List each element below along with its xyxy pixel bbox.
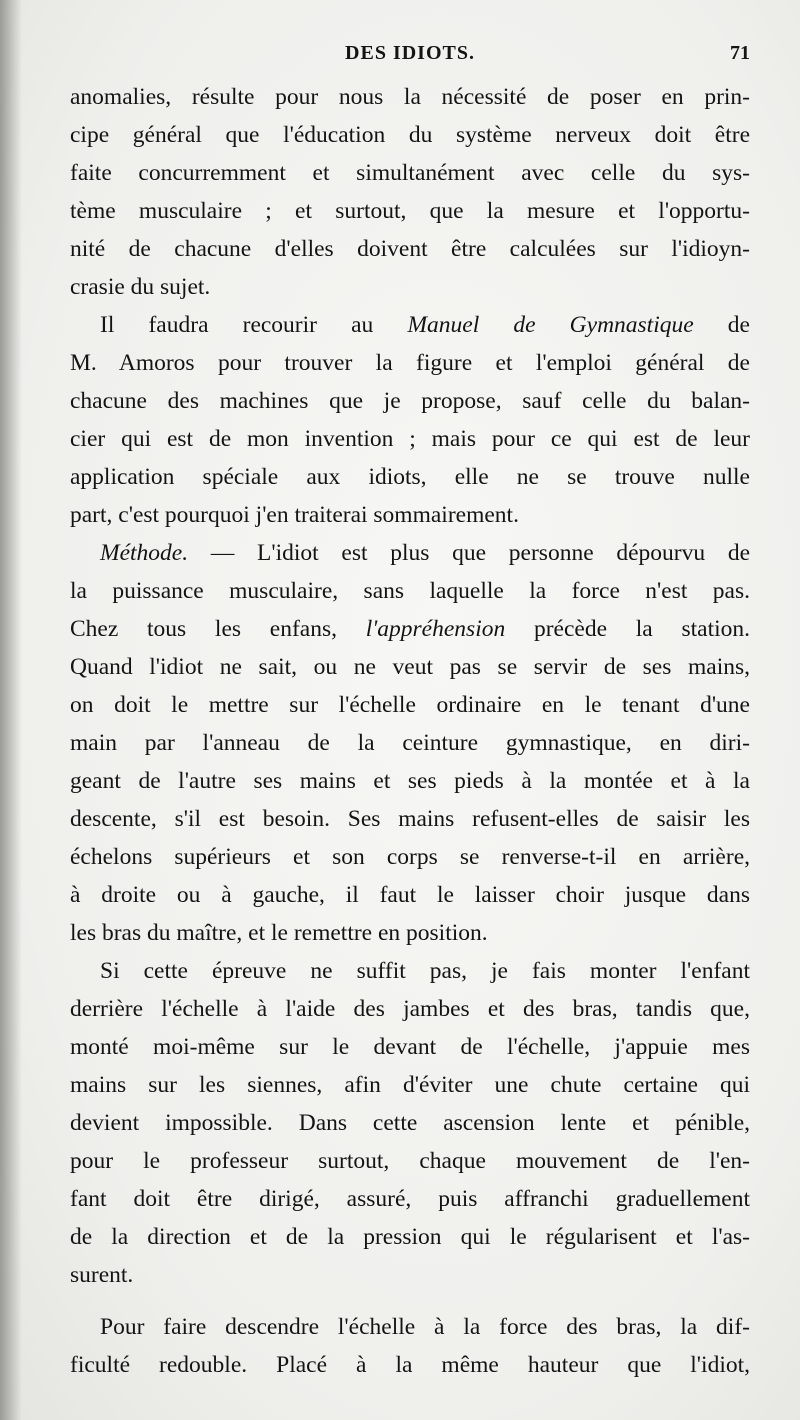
text-line: monté moi-même sur le devant de l'échelle, j'appuie mes [70,1034,750,1060]
text-line: on doit le mettre sur l'échelle ordinaire en le tenant d'une [70,692,750,718]
text-line: derrière l'échelle à l'aide des jambes et des bras, tandis que, [70,996,750,1022]
text-line [70,534,750,572]
text-line: crasie du sujet. [70,274,211,300]
text-line: à droite ou à gauche, il faut le laisser choir jusque dans [70,882,750,908]
text-line: nité de chacune d'elles doivent être calculées sur l'idioyn- [70,236,750,262]
text-line [70,610,750,648]
text-line: application spéciale aux idiots, elle ne se trouve nulle [70,464,750,490]
text-line: descente, s'il est besoin. Ses mains refusent-elles de saisir les [70,806,750,832]
paragraph-gap [70,1294,750,1308]
text-line: ficulté redouble. Placé à la même hauteur que l'idiot, [70,1352,750,1378]
text-line: mains sur les siennes, afin d'éviter une chute certaine qui [70,1072,750,1098]
text-line: main par l'anneau de la ceinture gymnastique, en diri- [70,730,750,756]
text-line: les bras du maître, et le remettre en position. [70,920,488,946]
text-line: cier qui est de mon invention ; mais pour ce qui est de leur [70,426,750,452]
text-line: part, c'est pourquoi j'en traiterai sommairement. [70,502,519,528]
section-label: Méthode. [100,540,189,566]
text-line: surent. [70,1262,134,1288]
emphasis-term: l'appréhension [365,616,506,642]
text-line: tème musculaire ; et surtout, que la mesure et l'opportu- [70,198,750,224]
running-title: DES IDIOTS. [345,42,475,64]
text-run: de [693,312,750,338]
text-line: cipe général que l'éducation du système nerveux doit être [70,122,750,148]
text-line: de la direction et de la pression qui le régularisent et l'as- [70,1224,750,1250]
text-line: M. Amoros pour trouver la figure et l'emploi général de [70,350,750,376]
book-title: Manuel de Gymnastique [407,312,694,338]
paragraph [70,952,750,1294]
text-line: la puissance musculaire, sans laquelle la force n'est pas. [70,578,750,604]
text-line: pour le professeur surtout, chaque mouvement de l'en- [70,1148,750,1174]
text-line [70,306,750,344]
text-run: — L'idiot est plus que personne dépourvu de [188,540,750,566]
page-number: 71 [730,42,750,64]
paragraph [70,534,750,952]
text-line: anomalies, résulte pour nous la nécessité de poser en prin- [70,84,750,110]
text-run: Il faudra recourir au [100,312,408,338]
text-line: devient impossible. Dans cette ascension lente et pénible, [70,1110,750,1136]
paragraph [70,306,750,534]
text-line: chacune des machines que je propose, sauf celle du balan- [70,388,750,414]
body-text [70,78,750,1384]
page-header [70,42,750,76]
text-line: Quand l'idiot ne sait, ou ne veut pas se servir de ses mains, [70,654,750,680]
paragraph [70,1308,750,1384]
text-line: Si cette épreuve ne suffit pas, je fais monter l'enfant [100,958,750,984]
text-line: fant doit être dirigé, assuré, puis affranchi graduellement [70,1186,750,1212]
text-run: Chez tous les enfans, [70,616,366,642]
text-line: geant de l'autre ses mains et ses pieds à la montée et à la [70,768,750,794]
text-run: précède la station. [505,616,750,642]
text-line: faite concurremment et simultanément avec celle du sys- [70,160,750,186]
text-line: Pour faire descendre l'échelle à la force des bras, la dif- [100,1314,750,1340]
text-line: échelons supérieurs et son corps se renverse-t-il en arrière, [70,844,750,870]
paragraph [70,78,750,306]
page-spine-shadow [0,0,22,1420]
